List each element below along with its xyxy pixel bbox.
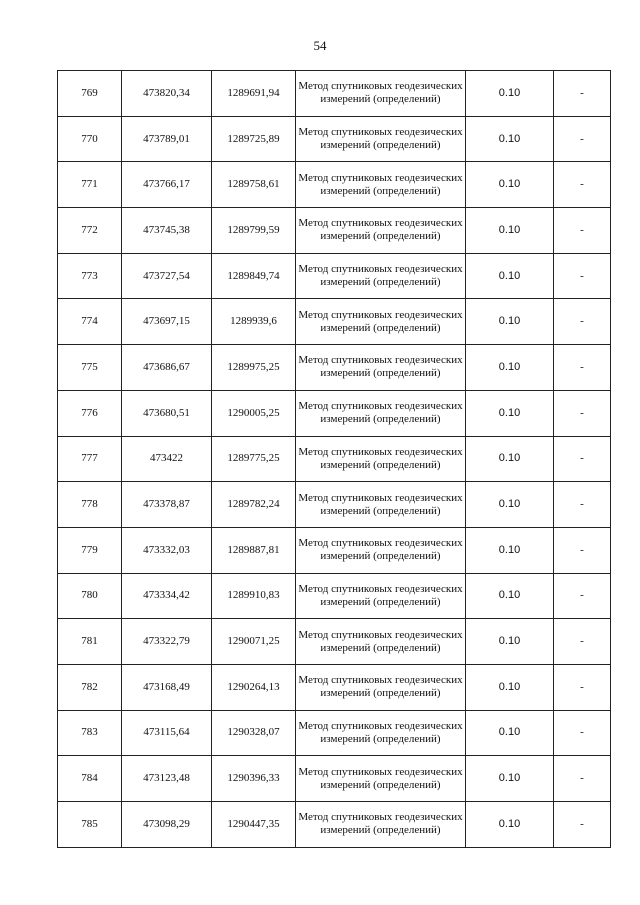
method-cell: Метод спутниковых геодезических измерений (определений) <box>296 664 466 710</box>
accuracy-cell: 0.10 <box>466 710 554 756</box>
method-cell: Метод спутниковых геодезических измерений (определений) <box>296 436 466 482</box>
x-coordinate-cell: 473820,34 <box>122 71 212 117</box>
accuracy-cell: 0.10 <box>466 756 554 802</box>
x-coordinate-cell: 473168,49 <box>122 664 212 710</box>
accuracy-cell: 0.10 <box>466 253 554 299</box>
x-coordinate-cell: 473789,01 <box>122 116 212 162</box>
coordinates-table-body <box>58 71 611 848</box>
accuracy-cell: 0.10 <box>466 390 554 436</box>
note-cell: - <box>554 208 611 254</box>
note-cell: - <box>554 756 611 802</box>
x-coordinate-cell: 473098,29 <box>122 802 212 848</box>
note-cell: - <box>554 436 611 482</box>
note-cell: - <box>554 71 611 117</box>
coordinates-table <box>57 70 611 848</box>
table-row <box>58 664 611 710</box>
y-coordinate-cell: 1289775,25 <box>212 436 296 482</box>
x-coordinate-cell: 473322,79 <box>122 619 212 665</box>
note-cell: - <box>554 162 611 208</box>
x-coordinate-cell: 473697,15 <box>122 299 212 345</box>
accuracy-cell: 0.10 <box>466 436 554 482</box>
point-number-cell: 776 <box>58 390 122 436</box>
accuracy-cell: 0.10 <box>466 619 554 665</box>
method-cell: Метод спутниковых геодезических измерений (определений) <box>296 208 466 254</box>
table-row <box>58 436 611 482</box>
table-row <box>58 390 611 436</box>
table-row <box>58 802 611 848</box>
y-coordinate-cell: 1289691,94 <box>212 71 296 117</box>
table-row <box>58 756 611 802</box>
x-coordinate-cell: 473378,87 <box>122 482 212 528</box>
method-cell: Метод спутниковых геодезических измерений (определений) <box>296 482 466 528</box>
method-cell: Метод спутниковых геодезических измерений (определений) <box>296 619 466 665</box>
point-number-cell: 777 <box>58 436 122 482</box>
note-cell: - <box>554 619 611 665</box>
y-coordinate-cell: 1289975,25 <box>212 345 296 391</box>
table-row <box>58 345 611 391</box>
y-coordinate-cell: 1290005,25 <box>212 390 296 436</box>
method-cell: Метод спутниковых геодезических измерений (определений) <box>296 345 466 391</box>
accuracy-cell: 0.10 <box>466 299 554 345</box>
point-number-cell: 785 <box>58 802 122 848</box>
method-cell: Метод спутниковых геодезических измерений (определений) <box>296 162 466 208</box>
point-number-cell: 769 <box>58 71 122 117</box>
table-row <box>58 527 611 573</box>
point-number-cell: 772 <box>58 208 122 254</box>
accuracy-cell: 0.10 <box>466 208 554 254</box>
table-row <box>58 482 611 528</box>
accuracy-cell: 0.10 <box>466 573 554 619</box>
x-coordinate-cell: 473123,48 <box>122 756 212 802</box>
table-row <box>58 710 611 756</box>
y-coordinate-cell: 1290447,35 <box>212 802 296 848</box>
accuracy-cell: 0.10 <box>466 802 554 848</box>
method-cell: Метод спутниковых геодезических измерений (определений) <box>296 390 466 436</box>
x-coordinate-cell: 473680,51 <box>122 390 212 436</box>
note-cell: - <box>554 802 611 848</box>
x-coordinate-cell: 473332,03 <box>122 527 212 573</box>
method-cell: Метод спутниковых геодезических измерений (определений) <box>296 756 466 802</box>
x-coordinate-cell: 473745,38 <box>122 208 212 254</box>
note-cell: - <box>554 710 611 756</box>
table-row <box>58 162 611 208</box>
accuracy-cell: 0.10 <box>466 527 554 573</box>
method-cell: Метод спутниковых геодезических измерений (определений) <box>296 573 466 619</box>
x-coordinate-cell: 473686,67 <box>122 345 212 391</box>
point-number-cell: 784 <box>58 756 122 802</box>
table-row <box>58 299 611 345</box>
point-number-cell: 782 <box>58 664 122 710</box>
point-number-cell: 770 <box>58 116 122 162</box>
point-number-cell: 779 <box>58 527 122 573</box>
note-cell: - <box>554 573 611 619</box>
note-cell: - <box>554 390 611 436</box>
point-number-cell: 771 <box>58 162 122 208</box>
table-row <box>58 253 611 299</box>
note-cell: - <box>554 299 611 345</box>
x-coordinate-cell: 473766,17 <box>122 162 212 208</box>
table-row <box>58 116 611 162</box>
note-cell: - <box>554 116 611 162</box>
y-coordinate-cell: 1289887,81 <box>212 527 296 573</box>
x-coordinate-cell: 473334,42 <box>122 573 212 619</box>
x-coordinate-cell: 473422 <box>122 436 212 482</box>
table-row <box>58 573 611 619</box>
page-number: 54 <box>313 38 327 53</box>
point-number-cell: 783 <box>58 710 122 756</box>
x-coordinate-cell: 473115,64 <box>122 710 212 756</box>
note-cell: - <box>554 527 611 573</box>
point-number-cell: 780 <box>58 573 122 619</box>
y-coordinate-cell: 1289725,89 <box>212 116 296 162</box>
table-row <box>58 619 611 665</box>
y-coordinate-cell: 1290396,33 <box>212 756 296 802</box>
point-number-cell: 781 <box>58 619 122 665</box>
accuracy-cell: 0.10 <box>466 345 554 391</box>
y-coordinate-cell: 1290071,25 <box>212 619 296 665</box>
method-cell: Метод спутниковых геодезических измерений (определений) <box>296 299 466 345</box>
accuracy-cell: 0.10 <box>466 71 554 117</box>
y-coordinate-cell: 1289799,59 <box>212 208 296 254</box>
y-coordinate-cell: 1289910,83 <box>212 573 296 619</box>
method-cell: Метод спутниковых геодезических измерений (определений) <box>296 253 466 299</box>
table-row <box>58 208 611 254</box>
point-number-cell: 778 <box>58 482 122 528</box>
accuracy-cell: 0.10 <box>466 664 554 710</box>
accuracy-cell: 0.10 <box>466 482 554 528</box>
note-cell: - <box>554 664 611 710</box>
y-coordinate-cell: 1289758,61 <box>212 162 296 208</box>
point-number-cell: 773 <box>58 253 122 299</box>
point-number-cell: 774 <box>58 299 122 345</box>
note-cell: - <box>554 482 611 528</box>
y-coordinate-cell: 1289782,24 <box>212 482 296 528</box>
method-cell: Метод спутниковых геодезических измерений (определений) <box>296 116 466 162</box>
method-cell: Метод спутниковых геодезических измерений (определений) <box>296 802 466 848</box>
note-cell: - <box>554 345 611 391</box>
note-cell: - <box>554 253 611 299</box>
y-coordinate-cell: 1289939,6 <box>212 299 296 345</box>
accuracy-cell: 0.10 <box>466 116 554 162</box>
table-row <box>58 71 611 117</box>
y-coordinate-cell: 1289849,74 <box>212 253 296 299</box>
method-cell: Метод спутниковых геодезических измерений (определений) <box>296 710 466 756</box>
x-coordinate-cell: 473727,54 <box>122 253 212 299</box>
y-coordinate-cell: 1290328,07 <box>212 710 296 756</box>
accuracy-cell: 0.10 <box>466 162 554 208</box>
y-coordinate-cell: 1290264,13 <box>212 664 296 710</box>
point-number-cell: 775 <box>58 345 122 391</box>
method-cell: Метод спутниковых геодезических измерений (определений) <box>296 527 466 573</box>
method-cell: Метод спутниковых геодезических измерений (определений) <box>296 71 466 117</box>
